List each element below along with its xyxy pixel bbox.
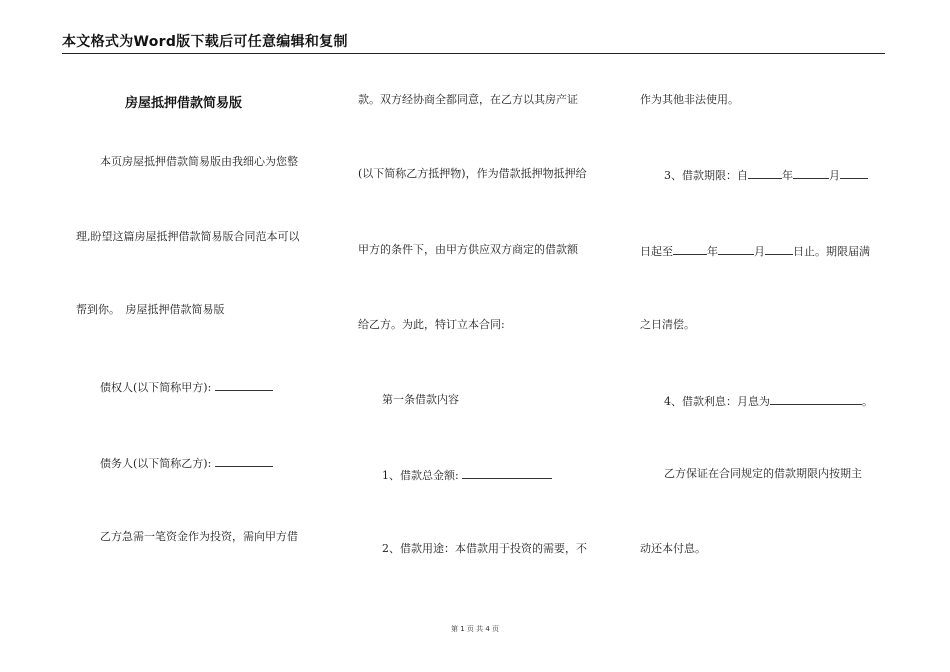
loan-term-label: 3、借款期限：自 xyxy=(664,169,748,182)
term-start-year-blank xyxy=(748,167,782,179)
loan-amount-line xyxy=(382,467,552,483)
need-line: 乙方急需一笔资金作为投资，需向甲方借 xyxy=(100,530,298,543)
repay-line-1: 乙方保证在合同规定的借款期限内按期主 xyxy=(664,467,862,480)
col3-line-1: 作为其他非法使用。 xyxy=(640,93,739,106)
term-end-month-blank xyxy=(718,243,754,255)
intro-line-2: 理,盼望这篇房屋抵押借款简易版合同范本可以 xyxy=(76,230,300,243)
interest-line xyxy=(664,393,873,409)
col2-line-2: (以下简称乙方抵押物)，作为借款抵押物抵押给 xyxy=(358,167,587,180)
loan-amount-blank xyxy=(462,467,552,479)
col2-line-4: 给乙方。为此，特订立本合同: xyxy=(358,318,505,331)
interest-end: 。 xyxy=(862,395,873,408)
loan-purpose-line: 2、借款用途：本借款用于投资的需要，不 xyxy=(382,542,587,555)
term-month-label-2: 月 xyxy=(754,245,765,258)
col2-line-1: 款。双方经协商全都同意，在乙方以其房产证 xyxy=(358,93,578,106)
document-header: 本文格式为Word版下载后可任意编辑和复制 xyxy=(62,34,348,50)
term-end-day-blank xyxy=(765,243,793,255)
creditor-line xyxy=(100,379,273,395)
term-year-label-1: 年 xyxy=(782,169,793,182)
page-number: 第 1 页 共 4 页 xyxy=(450,625,500,633)
interest-label: 4、借款利息：月息为 xyxy=(664,395,770,408)
header-divider xyxy=(62,53,885,54)
term-year-label-2: 年 xyxy=(707,245,718,258)
col2-line-3: 甲方的条件下，由甲方供应双方商定的借款额 xyxy=(358,243,578,256)
loan-term-line xyxy=(664,167,868,183)
debtor-label: 债务人(以下简称乙方): xyxy=(100,457,212,470)
term-end-label: 日止。期限届满 xyxy=(793,245,870,258)
interest-blank xyxy=(770,393,862,405)
debtor-blank xyxy=(215,455,273,467)
debtor-line xyxy=(100,455,273,471)
term-start-day-blank xyxy=(840,167,868,179)
loan-term-line-2 xyxy=(640,243,870,259)
repay-due-line: 之日清偿。 xyxy=(640,318,695,331)
creditor-blank xyxy=(215,379,273,391)
intro-line-1: 本页房屋抵押借款简易版由我细心为您整 xyxy=(100,155,298,168)
loan-amount-label: 1、借款总金额: xyxy=(382,469,459,482)
creditor-label: 债权人(以下简称甲方): xyxy=(100,381,212,394)
intro-line-3: 帮到你。 房屋抵押借款简易版 xyxy=(76,303,225,316)
document-title: 房屋抵押借款简易版 xyxy=(125,96,243,111)
repay-line-2: 动还本付息。 xyxy=(640,542,706,555)
section-1-heading: 第一条借款内容 xyxy=(382,393,459,406)
term-start-month-blank xyxy=(793,167,829,179)
term-end-year-blank xyxy=(673,243,707,255)
term-from-label: 日起至 xyxy=(640,245,673,258)
term-month-label-1: 月 xyxy=(829,169,840,182)
